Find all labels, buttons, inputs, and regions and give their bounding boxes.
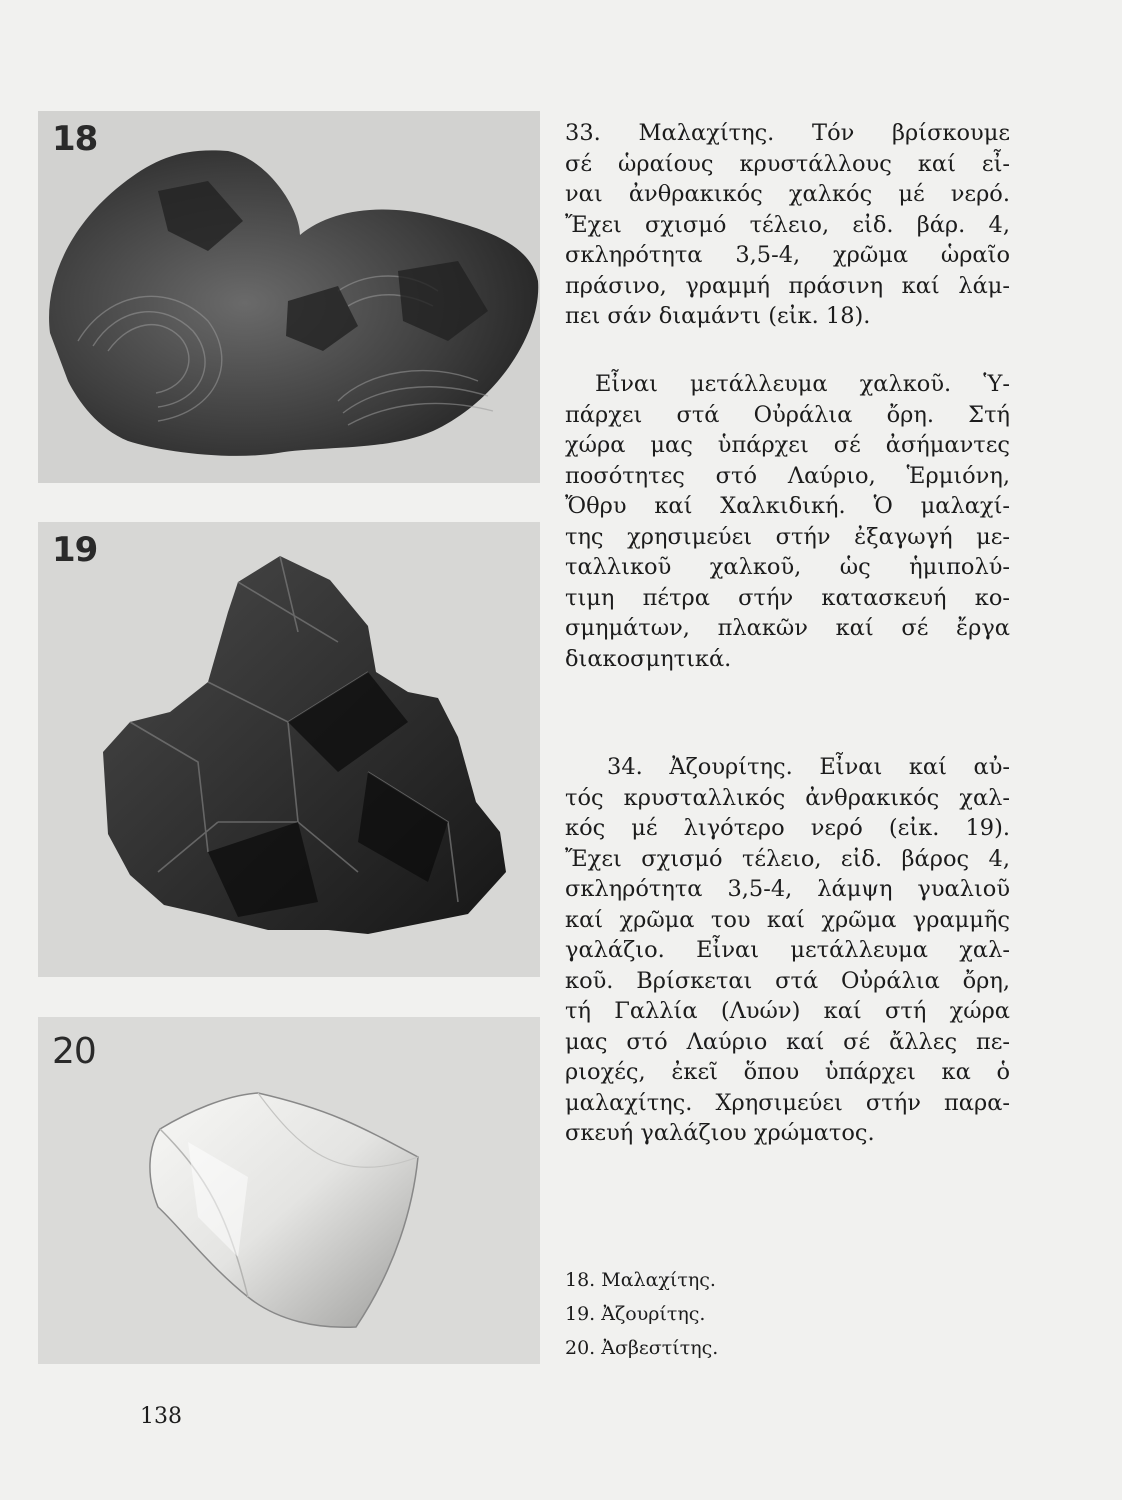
figure-number: 19	[52, 530, 98, 570]
malachite-image	[38, 111, 540, 483]
caption-18: 18. Μαλαχίτης.	[565, 1269, 716, 1291]
text-line: χώρα μας ὑπάρχει σέ ἀσήμαντες	[565, 432, 1010, 458]
text-line: πάρχει στά Οὐράλια ὄρη. Στή	[565, 401, 1010, 428]
figure-18-malachite	[38, 111, 540, 483]
text-line: της χρησιμεύει στήν ἐξαγωγή με-	[565, 523, 1010, 550]
text-line: πει σάν διαμάντι (εἰκ. 18).	[565, 303, 871, 329]
text-line: διακοσμητικά.	[565, 645, 732, 672]
paragraph-malachite-occurrence	[565, 369, 1010, 674]
text-line: σκευή γαλάζιου χρώματος.	[565, 1120, 875, 1146]
paragraph-azurite	[565, 752, 1010, 1149]
text-line: Ἔχει σχισμό τέλειο, εἰδ. βάρος 4,	[565, 845, 1010, 872]
azurite-image	[38, 522, 540, 977]
text-line: ναι ἀνθρακικός χαλκός μέ νερό.	[565, 181, 1010, 207]
text-line: 33. Μαλαχίτης. Τόν βρίσκουμε	[565, 120, 1010, 146]
figure-19-azurite	[38, 522, 540, 977]
paragraph-malachite	[565, 118, 1010, 332]
text-line: κοῦ. Βρίσκεται στά Οὐράλια ὄρη,	[565, 967, 1010, 994]
text-line: σέ ὡραίους κρυστάλλους καί εἶ-	[565, 150, 1010, 177]
text-line: τός κρυσταλλικός ἀνθρακικός χαλ-	[565, 784, 1010, 811]
text-line: σμημάτων, πλακῶν καί σέ ἔργα	[565, 615, 1010, 641]
text-line: ποσότητες στό Λαύριο, Ἑρμιόνη,	[565, 462, 1010, 489]
text-line: γαλάζιο. Εἶναι μετάλλευμα χαλ-	[565, 937, 1010, 963]
text-line: καί χρῶμα του καί χρῶμα γραμμῆς	[565, 906, 1010, 933]
text-line: κός μέ λιγότερο νερό (εἰκ. 19).	[565, 815, 1010, 841]
caption-19: 19. Ἀζουρίτης.	[565, 1303, 706, 1325]
text-line: σκληρότητα 3,5-4, χρῶμα ὡραῖο	[565, 242, 1010, 268]
text-line: Εἶναι μετάλλευμα χαλκοῦ. Ὑ-	[595, 371, 1010, 397]
figure-captions	[565, 1263, 718, 1365]
text-line: ριοχές, ἐκεῖ ὅπου ὑπάρχει κα ὁ	[565, 1059, 1010, 1085]
figure-number: 18	[52, 119, 98, 159]
text-line: πράσινο, γραμμή πράσινη καί λάμ-	[565, 272, 1010, 299]
calcite-image	[38, 1017, 540, 1364]
text-line: σκληρότητα 3,5-4, λάμψη γυαλιοῦ	[565, 876, 1010, 902]
figure-20-calcite	[38, 1017, 540, 1364]
figure-number: 20	[52, 1031, 96, 1072]
page-number: 138	[140, 1404, 182, 1429]
text-line: μαλαχίτης. Χρησιμεύει στήν παρα-	[565, 1089, 1010, 1116]
text-line: τή Γαλλία (Λυών) καί στή χώρα	[565, 998, 1010, 1024]
text-line: ταλλικοῦ χαλκοῦ, ὡς ἡμιπολύ-	[565, 554, 1010, 580]
text-line: 34. Ἀζουρίτης. Εἶναι καί αὐ-	[607, 754, 1010, 780]
text-line: μας στό Λαύριο καί σέ ἄλλες πε-	[565, 1028, 1010, 1055]
text-line: Ἔχει σχισμό τέλειο, εἰδ. βάρ. 4,	[565, 211, 1010, 238]
caption-20: 20. Ἀσβεστίτης.	[565, 1337, 719, 1359]
text-line: τιμη πέτρα στήν κατασκευή κο-	[565, 584, 1010, 611]
text-line: Ὄθρυ καί Χαλκιδική. Ὁ μαλαχί-	[565, 493, 1010, 519]
